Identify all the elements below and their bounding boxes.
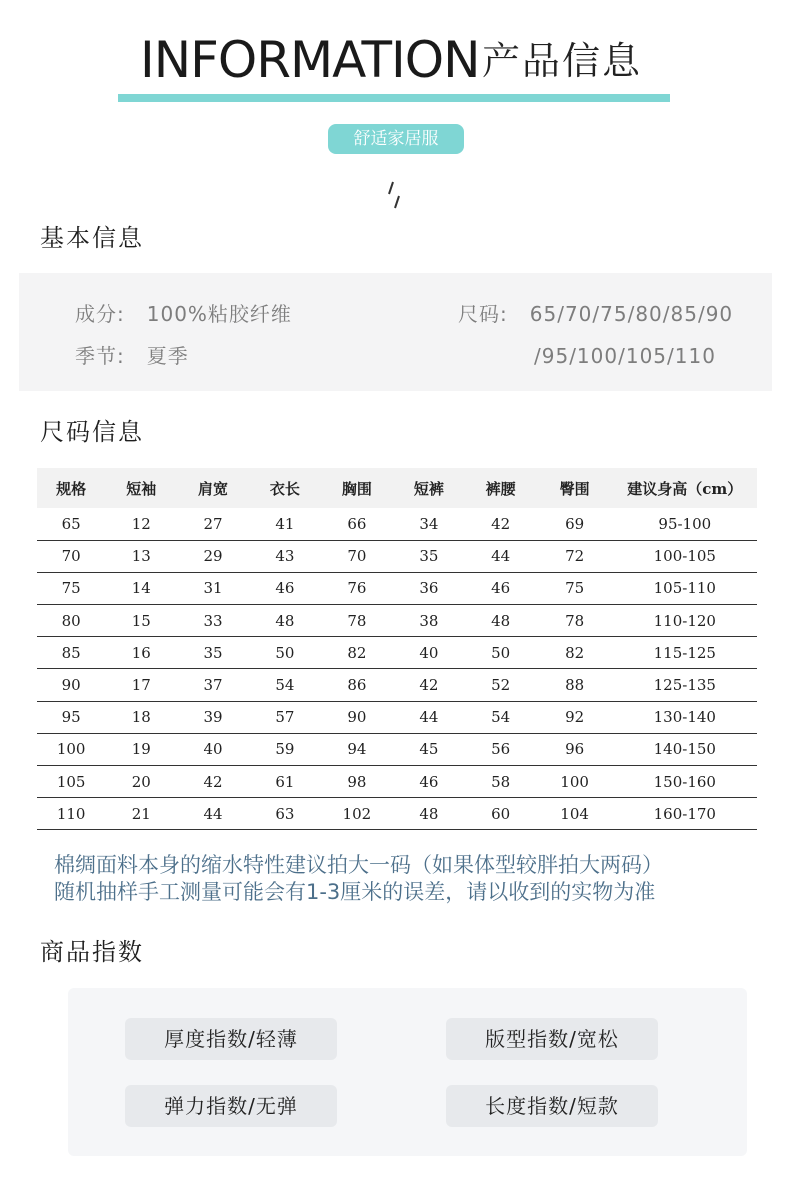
header-underline bbox=[118, 94, 670, 102]
table-cell: 88 bbox=[537, 669, 613, 701]
table-cell: 100 bbox=[37, 733, 105, 765]
table-cell: 41 bbox=[249, 508, 321, 540]
table-cell: 20 bbox=[105, 766, 177, 798]
table-row bbox=[37, 798, 757, 830]
table-header-cell: 胸围 bbox=[321, 468, 393, 508]
basic-info-title: 基本信息 bbox=[40, 224, 144, 252]
table-cell: 78 bbox=[321, 605, 393, 637]
table-cell: 21 bbox=[105, 798, 177, 830]
table-cell: 44 bbox=[177, 798, 249, 830]
table-cell: 46 bbox=[393, 766, 465, 798]
table-header-cell: 建议身高（cm） bbox=[613, 468, 757, 508]
table-cell: 37 bbox=[177, 669, 249, 701]
table-cell: 50 bbox=[465, 637, 537, 669]
table-cell: 34 bbox=[393, 508, 465, 540]
category-tag: 舒适家居服 bbox=[328, 124, 464, 154]
table-cell: 80 bbox=[37, 605, 105, 637]
basic-info-panel bbox=[19, 273, 772, 391]
table-header-cell: 肩宽 bbox=[177, 468, 249, 508]
table-cell: 59 bbox=[249, 733, 321, 765]
table-cell: 31 bbox=[177, 572, 249, 604]
table-cell: 45 bbox=[393, 733, 465, 765]
table-cell: 48 bbox=[249, 605, 321, 637]
table-cell: 52 bbox=[465, 669, 537, 701]
product-index-title: 商品指数 bbox=[40, 938, 144, 966]
table-cell: 61 bbox=[249, 766, 321, 798]
table-row bbox=[37, 766, 757, 798]
table-cell: 29 bbox=[177, 540, 249, 572]
size-value-line1: 65/70/75/80/85/90 bbox=[529, 302, 734, 326]
table-cell: 35 bbox=[177, 637, 249, 669]
table-cell: 18 bbox=[105, 701, 177, 733]
table-cell: 104 bbox=[537, 798, 613, 830]
table-cell: 36 bbox=[393, 572, 465, 604]
table-cell: 54 bbox=[465, 701, 537, 733]
table-cell: 39 bbox=[177, 701, 249, 733]
table-cell: 14 bbox=[105, 572, 177, 604]
table-cell: 46 bbox=[465, 572, 537, 604]
table-cell: 102 bbox=[321, 798, 393, 830]
material-label: 成分: bbox=[75, 302, 125, 326]
table-cell: 140-150 bbox=[613, 733, 757, 765]
season-label: 季节: bbox=[75, 344, 125, 368]
table-cell: 54 bbox=[249, 669, 321, 701]
table-cell: 19 bbox=[105, 733, 177, 765]
table-cell: 40 bbox=[393, 637, 465, 669]
table-cell: 63 bbox=[249, 798, 321, 830]
table-cell: 16 bbox=[105, 637, 177, 669]
table-cell: 56 bbox=[465, 733, 537, 765]
table-cell: 98 bbox=[321, 766, 393, 798]
table-cell: 69 bbox=[537, 508, 613, 540]
table-cell: 94 bbox=[321, 733, 393, 765]
table-header-cell: 衣长 bbox=[249, 468, 321, 508]
table-cell: 150-160 bbox=[613, 766, 757, 798]
table-cell: 96 bbox=[537, 733, 613, 765]
table-cell: 57 bbox=[249, 701, 321, 733]
size-table bbox=[37, 468, 757, 830]
size-row bbox=[458, 300, 733, 328]
table-cell: 46 bbox=[249, 572, 321, 604]
table-cell: 48 bbox=[393, 798, 465, 830]
table-cell: 92 bbox=[537, 701, 613, 733]
table-cell: 70 bbox=[37, 540, 105, 572]
table-cell: 100 bbox=[537, 766, 613, 798]
table-header-cell: 短裤 bbox=[393, 468, 465, 508]
table-cell: 43 bbox=[249, 540, 321, 572]
size-info-title: 尺码信息 bbox=[40, 418, 144, 446]
header-title-cn: 产品信息 bbox=[482, 39, 643, 83]
table-cell: 85 bbox=[37, 637, 105, 669]
table-cell: 50 bbox=[249, 637, 321, 669]
table-header-row bbox=[37, 468, 757, 508]
table-cell: 100-105 bbox=[613, 540, 757, 572]
table-row bbox=[37, 508, 757, 540]
table-cell: 13 bbox=[105, 540, 177, 572]
table-cell: 70 bbox=[321, 540, 393, 572]
table-cell: 38 bbox=[393, 605, 465, 637]
length-index-chip: 长度指数/短款 bbox=[446, 1085, 658, 1127]
table-cell: 160-170 bbox=[613, 798, 757, 830]
table-row bbox=[37, 733, 757, 765]
table-cell: 15 bbox=[105, 605, 177, 637]
table-cell: 48 bbox=[465, 605, 537, 637]
table-cell: 82 bbox=[321, 637, 393, 669]
table-row bbox=[37, 605, 757, 637]
table-header-cell: 裤腰 bbox=[465, 468, 537, 508]
table-cell: 35 bbox=[393, 540, 465, 572]
table-row bbox=[37, 701, 757, 733]
table-cell: 58 bbox=[465, 766, 537, 798]
header-title-en: INFORMATION bbox=[140, 31, 480, 89]
material-value: 100%粘胶纤维 bbox=[146, 302, 292, 326]
table-cell: 110-120 bbox=[613, 605, 757, 637]
table-header-cell: 短袖 bbox=[105, 468, 177, 508]
table-cell: 40 bbox=[177, 733, 249, 765]
table-cell: 42 bbox=[177, 766, 249, 798]
thickness-index-chip: 厚度指数/轻薄 bbox=[125, 1018, 337, 1060]
material-row bbox=[75, 300, 292, 328]
table-cell: 95 bbox=[37, 701, 105, 733]
table-cell: 66 bbox=[321, 508, 393, 540]
note-line-1: 棉绸面料本身的缩水特性建议拍大一码（如果体型较胖拍大两码） bbox=[54, 853, 663, 877]
table-cell: 110 bbox=[37, 798, 105, 830]
table-cell: 75 bbox=[537, 572, 613, 604]
table-cell: 95-100 bbox=[613, 508, 757, 540]
table-row bbox=[37, 572, 757, 604]
table-cell: 42 bbox=[393, 669, 465, 701]
table-cell: 76 bbox=[321, 572, 393, 604]
fit-index-chip: 版型指数/宽松 bbox=[446, 1018, 658, 1060]
table-cell: 12 bbox=[105, 508, 177, 540]
table-cell: 82 bbox=[537, 637, 613, 669]
table-cell: 60 bbox=[465, 798, 537, 830]
table-cell: 78 bbox=[537, 605, 613, 637]
elasticity-index-chip: 弹力指数/无弹 bbox=[125, 1085, 337, 1127]
table-cell: 42 bbox=[465, 508, 537, 540]
table-header-cell: 规格 bbox=[37, 468, 105, 508]
table-cell: 130-140 bbox=[613, 701, 757, 733]
table-cell: 90 bbox=[37, 669, 105, 701]
table-cell: 44 bbox=[465, 540, 537, 572]
table-cell: 105 bbox=[37, 766, 105, 798]
note-line-2: 随机抽样手工测量可能会有1-3厘米的误差，请以收到的实物为准 bbox=[54, 880, 656, 904]
table-cell: 65 bbox=[37, 508, 105, 540]
table-cell: 72 bbox=[537, 540, 613, 572]
table-cell: 90 bbox=[321, 701, 393, 733]
table-cell: 125-135 bbox=[613, 669, 757, 701]
slash-divider-icon bbox=[382, 178, 412, 214]
table-cell: 115-125 bbox=[613, 637, 757, 669]
table-cell: 105-110 bbox=[613, 572, 757, 604]
table-header-cell: 臀围 bbox=[537, 468, 613, 508]
size-label: 尺码: bbox=[458, 302, 508, 326]
table-cell: 33 bbox=[177, 605, 249, 637]
table-row bbox=[37, 669, 757, 701]
page-header bbox=[0, 28, 790, 88]
product-index-panel bbox=[68, 988, 747, 1156]
table-row bbox=[37, 540, 757, 572]
table-cell: 17 bbox=[105, 669, 177, 701]
size-notes bbox=[54, 852, 663, 906]
season-value: 夏季 bbox=[146, 344, 189, 368]
table-cell: 27 bbox=[177, 508, 249, 540]
season-row bbox=[75, 342, 189, 370]
size-value-line2: /95/100/105/110 bbox=[534, 344, 716, 368]
table-cell: 44 bbox=[393, 701, 465, 733]
table-cell: 86 bbox=[321, 669, 393, 701]
table-row bbox=[37, 637, 757, 669]
table-cell: 75 bbox=[37, 572, 105, 604]
